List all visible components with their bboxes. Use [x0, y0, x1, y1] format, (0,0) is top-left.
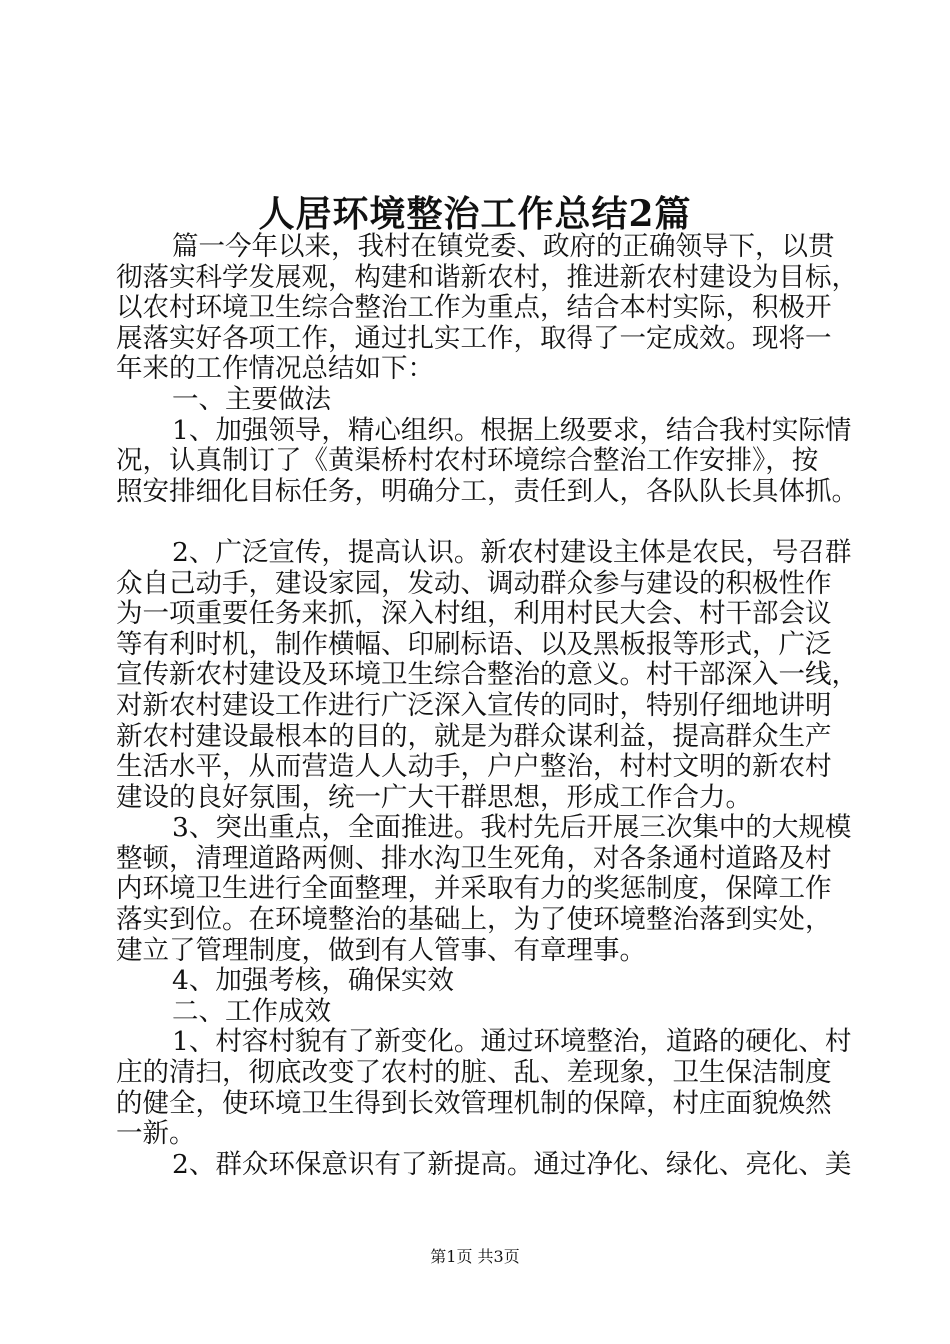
text-line: 照安排细化目标任务，明确分工，责任到人，各队队长具体抓。: [116, 475, 858, 507]
text-line: 2、群众环保意识有了新提高。通过净化、绿化、亮化、美: [172, 1148, 852, 1180]
text-line: 况，认真制订了《黄渠桥村农村环境综合整治工作安排》，按: [116, 445, 819, 477]
text-line: 4、加强考核，确保实效: [172, 965, 454, 997]
document-body: [116, 232, 856, 1180]
text-line: 彻落实科学发展观，构建和谐新农村，推进新农村建设为目标，: [116, 261, 858, 293]
document-title: 人居环境整治工作总结2篇: [258, 193, 692, 235]
text-line: 落实到位。在环境整治的基础上，为了使环境整治落到实处，: [116, 904, 832, 936]
text-line: 年来的工作情况总结如下：: [116, 353, 434, 385]
text-line: 众自己动手，建设家园，发动、调动群众参与建设的积极性作: [116, 567, 832, 599]
text-line: 生活水平，从而营造人人动手，户户整治，村村文明的新农村: [116, 751, 832, 783]
text-line: 建设的良好氛围，统一广大干群思想，形成工作合力。: [116, 781, 752, 813]
text-line: 等有利时机，制作横幅、印刷标语、以及黑板报等形式，广泛: [116, 628, 832, 660]
text-line: 对新农村建设工作进行广泛深入宣传的同时，特别仔细地讲明: [116, 689, 832, 721]
text-line: 1、村容村貌有了新变化。通过环境整治，道路的硬化、村: [172, 1026, 852, 1058]
blank-line: [116, 507, 856, 538]
text-line: 以农村环境卫生综合整治工作为重点，结合本村实际，积极开: [116, 292, 832, 324]
text-line: 3、突出重点，全面推进。我村先后开展三次集中的大规模: [172, 812, 852, 844]
text-line: 的健全，使环境卫生得到长效管理机制的保障，村庄面貌焕然: [116, 1087, 832, 1119]
text-line: 为一项重要任务来抓，深入村组，利用村民大会、村干部会议: [116, 598, 832, 630]
text-line: 1、加强领导，精心组织。根据上级要求，结合我村实际情: [172, 414, 852, 446]
text-line: 新农村建设最根本的目的，就是为群众谋利益，提高群众生产: [116, 720, 832, 752]
text-line: 庄的清扫，彻底改变了农村的脏、乱、差现象，卫生保洁制度: [116, 1057, 832, 1089]
text-line: 二、工作成效: [172, 995, 331, 1027]
text-line: 篇一今年以来，我村在镇党委、政府的正确领导下，以贯: [172, 231, 835, 262]
text-line: 建立了管理制度，做到有人管事、有章理事。: [116, 934, 646, 966]
page-footer: 第1页 共3页: [430, 1247, 520, 1266]
text-line: 一、主要做法: [172, 383, 331, 415]
text-line: 一新。: [116, 1118, 196, 1150]
text-line: 宣传新农村建设及环境卫生综合整治的意义。村干部深入一线，: [116, 659, 858, 691]
text-line: 整顿，清理道路两侧、排水沟卫生死角，对各条通村道路及村: [116, 842, 832, 874]
text-line: 展落实好各项工作，通过扎实工作，取得了一定成效。现将一: [116, 322, 832, 354]
text-line: 2、广泛宣传，提高认识。新农村建设主体是农民，号召群: [172, 536, 852, 568]
text-line: 内环境卫生进行全面整理，并采取有力的奖惩制度，保障工作: [116, 873, 832, 905]
